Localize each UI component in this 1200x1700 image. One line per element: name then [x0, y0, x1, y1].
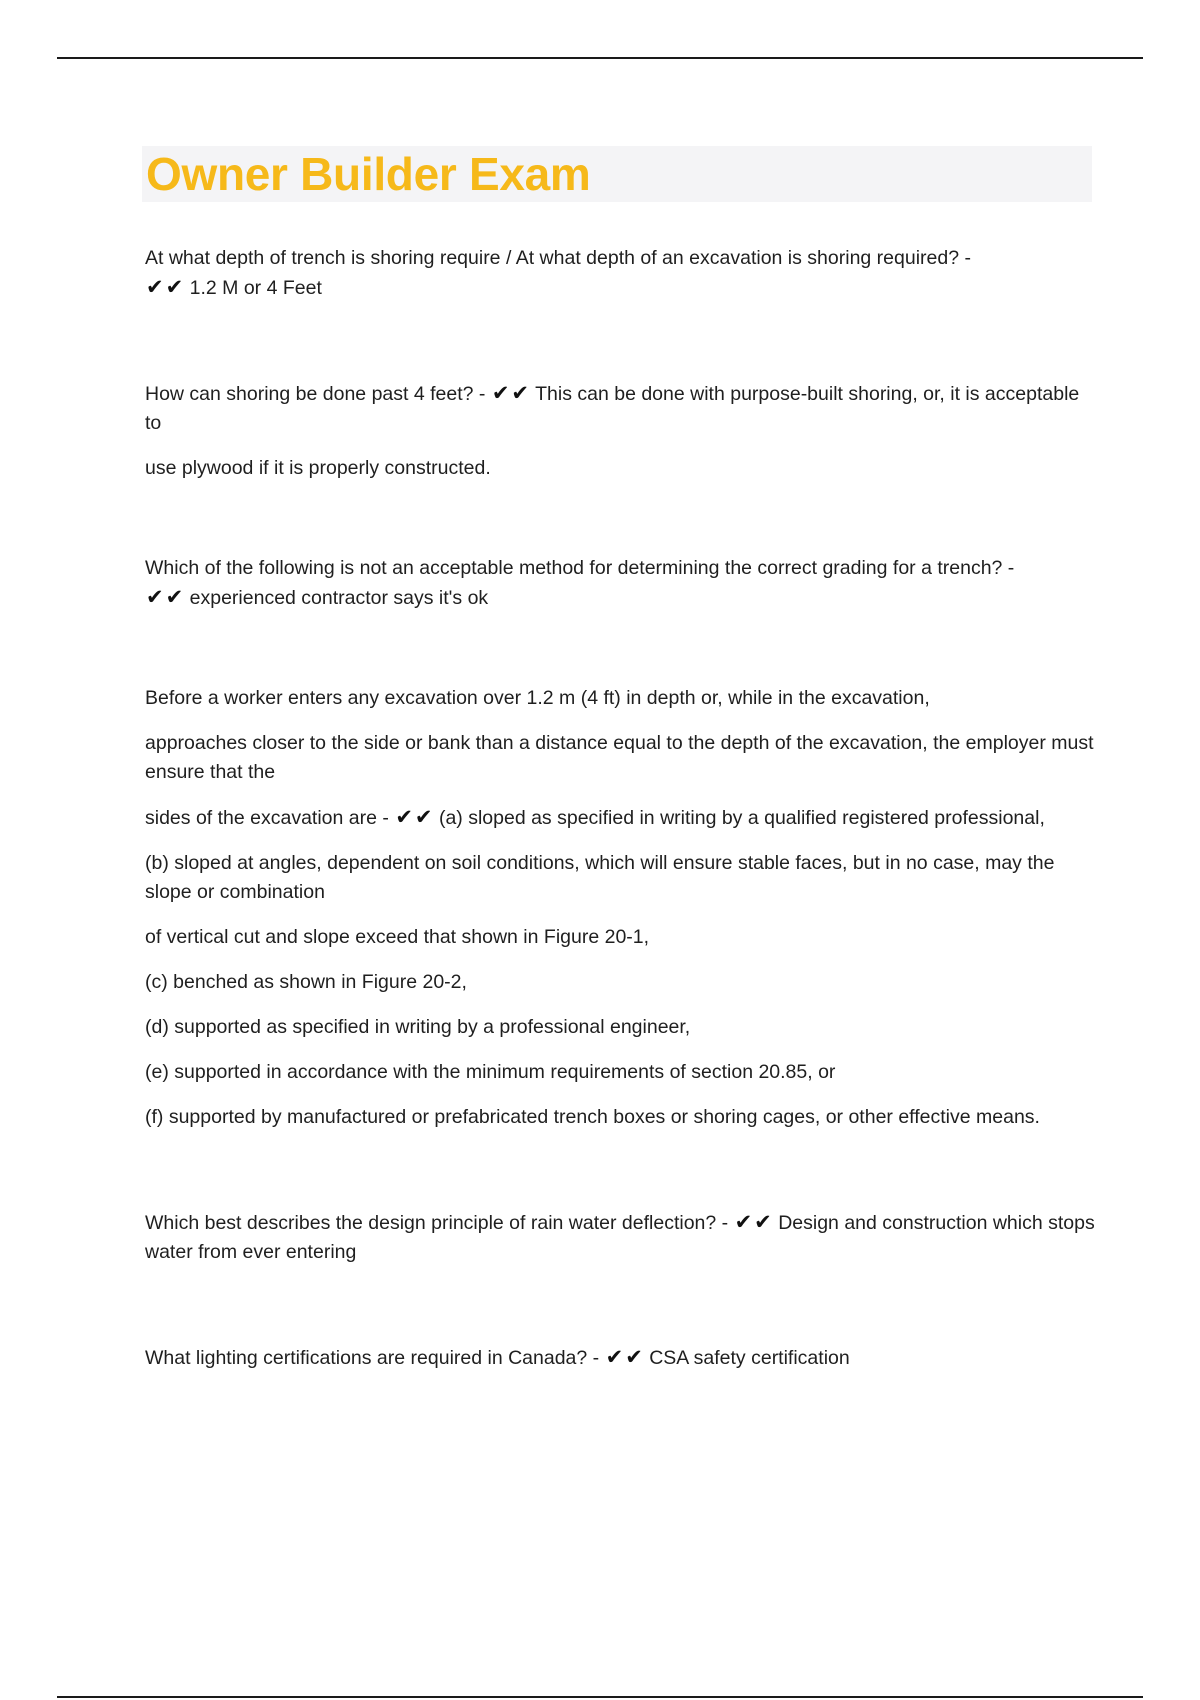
answer-continuation: use plywood if it is properly constructed.: [145, 457, 491, 479]
spacer: [145, 499, 1100, 554]
question-text: What lighting certifications are required in Canada? -: [145, 1347, 600, 1369]
answer-continuation: (e) supported in accordance with the minimum requirements of section 20.85, or: [145, 1061, 836, 1083]
bottom-rule: [57, 1696, 1143, 1698]
spacer: [145, 1283, 1100, 1343]
question-text: Which best describes the design principle of rain water deflection? -: [145, 1212, 729, 1234]
intro-line: Before a worker enters any excavation over 1.2 m (4 ft) in depth or, while in the excavation,: [145, 687, 930, 709]
check-icon: ✔: [491, 381, 510, 405]
question-text: How can shoring be done past 4 feet? -: [145, 383, 486, 405]
qa-item: [145, 803, 1100, 833]
top-rule: [57, 57, 1143, 59]
check-icon: ✔: [395, 805, 413, 829]
check-icon: ✔: [605, 1345, 624, 1369]
qa-item: [145, 1343, 1100, 1373]
qa-item: [145, 1208, 1100, 1267]
answer-continuation: (c) benched as shown in Figure 20-2,: [145, 971, 467, 993]
answer-text: (a) sloped as specified in writing by a qualified registered professional,: [438, 807, 1045, 829]
qa-item: [145, 379, 1100, 438]
check-icon: ✔: [146, 275, 164, 299]
check-icon: ✔: [511, 381, 530, 405]
answer-text: Design and construction which stops water from ever entering: [145, 1212, 1095, 1263]
qa-item: [145, 244, 1100, 303]
check-icon: ✔: [734, 1210, 753, 1234]
answer-continuation: (b) sloped at angles, dependent on soil conditions, which will ensure stable faces, but in no case, may the slope or combination: [145, 852, 1055, 903]
check-icon: ✔: [165, 585, 184, 609]
intro-line: approaches closer to the side or bank than a distance equal to the depth of the excavation, the employer must ensure that the: [145, 732, 1094, 783]
document-body: [145, 244, 1100, 1389]
answer-continuation: of vertical cut and slope exceed that shown in Figure 20-1,: [145, 926, 650, 948]
answer-text: This can be done with purpose-built shoring, or, it is acceptable to: [145, 383, 1080, 434]
spacer: [145, 629, 1100, 684]
answer-continuation: (d) supported as specified in writing by a professional engineer,: [145, 1016, 691, 1038]
check-icon: ✔: [625, 1345, 643, 1369]
question-text: At what depth of trench is shoring require / At what depth of an excavation is shoring required? -: [145, 247, 971, 269]
spacer: [145, 319, 1100, 379]
answer-text: experienced contractor says it's ok: [189, 587, 489, 609]
page-title: Owner Builder Exam: [146, 148, 591, 200]
qa-item: [145, 554, 1100, 613]
question-text: sides of the excavation are -: [145, 807, 389, 829]
check-icon: ✔: [754, 1210, 772, 1234]
check-icon: ✔: [414, 805, 433, 829]
answer-text: CSA safety certification: [649, 1347, 850, 1369]
spacer: [145, 1148, 1100, 1208]
answer-continuation: (f) supported by manufactured or prefabricated trench boxes or shoring cages, or other effective means.: [145, 1106, 1040, 1128]
check-icon: ✔: [146, 585, 164, 609]
check-icon: ✔: [165, 275, 184, 299]
question-text: Which of the following is not an acceptable method for determining the correct grading for a trench? -: [145, 557, 1015, 579]
answer-text: 1.2 M or 4 Feet: [189, 277, 322, 299]
